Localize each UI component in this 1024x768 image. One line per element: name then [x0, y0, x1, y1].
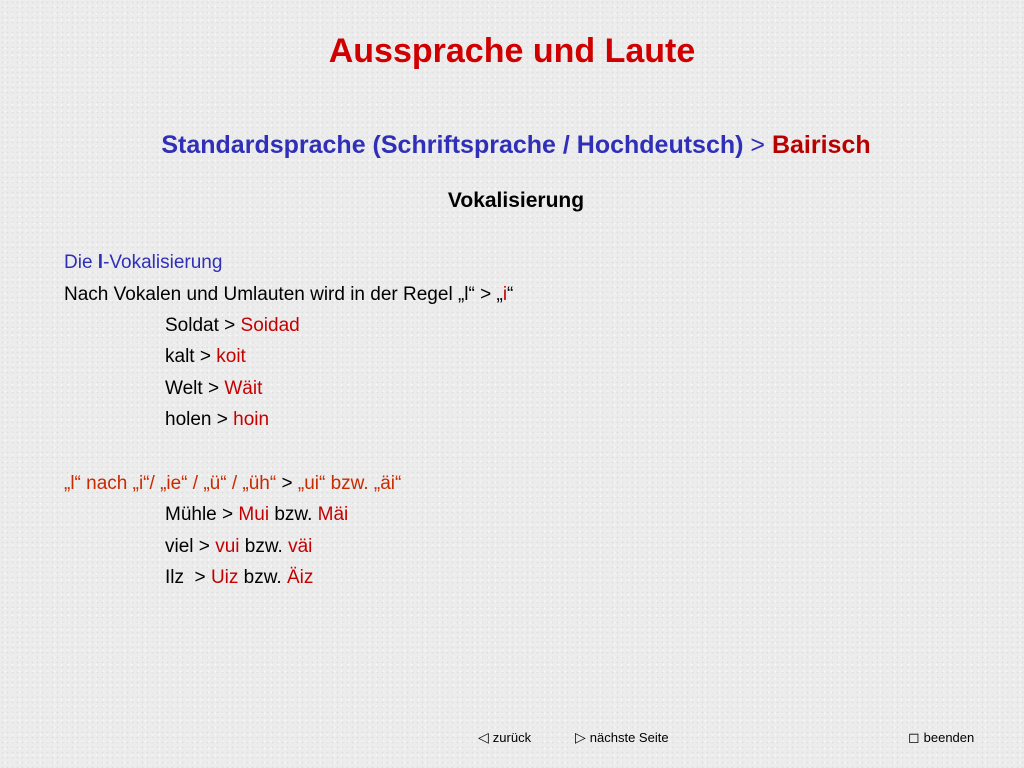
example-bairisch-2: Äiz	[286, 567, 314, 588]
rule2-heading-post: „ui“ bzw. „äi“	[292, 473, 402, 494]
rule1-description	[64, 283, 513, 307]
example-separator: bzw.	[244, 536, 283, 557]
example-bairisch: koit	[216, 346, 246, 367]
rule1-description-pre: Nach Vokalen und Umlauten wird in der Regel „l“ > „	[64, 284, 503, 305]
next-label: nächste Seite	[589, 730, 669, 745]
example-standard: viel	[165, 536, 194, 557]
example-standard: kalt	[165, 346, 195, 367]
example-bairisch: Wäit	[224, 378, 263, 399]
example-bairisch: hoin	[233, 409, 270, 430]
rule1-description-post: “	[507, 284, 514, 305]
rule2-heading-arrow: >	[281, 473, 293, 494]
example-standard: Ilz	[165, 567, 184, 588]
example-standard: Soldat	[165, 315, 219, 336]
example-row	[165, 345, 246, 369]
example-bairisch-2: Mäi	[317, 504, 349, 525]
example-row	[165, 503, 348, 527]
triangle-left-icon: ◁	[478, 729, 489, 745]
example-arrow: >	[198, 536, 210, 557]
example-row	[165, 535, 312, 559]
example-bairisch-1: Uiz	[210, 567, 239, 588]
page-title: Aussprache und Laute	[328, 32, 696, 70]
example-row	[165, 377, 262, 401]
example-arrow: >	[199, 346, 211, 367]
example-arrow: >	[216, 409, 228, 430]
subtitle-standard: Standardsprache (Schriftsprache / Hochdeutsch)	[161, 131, 744, 159]
rule2-heading-pre: „l“ nach „i“/ „ie“ / „ü“ / „üh“	[64, 473, 282, 494]
rule1-heading	[64, 251, 222, 275]
back-button[interactable]	[478, 729, 531, 746]
example-arrow: >	[207, 378, 220, 399]
next-page-button[interactable]	[575, 729, 669, 746]
subtitle-arrow: >	[750, 131, 766, 159]
back-label: zurück	[492, 730, 532, 745]
example-row	[165, 566, 313, 590]
end-button[interactable]	[908, 729, 974, 746]
rule1-description-i: i	[502, 284, 508, 305]
example-arrow: >	[224, 315, 236, 336]
rule1-heading-l: l	[97, 252, 104, 273]
example-row	[165, 314, 300, 338]
example-row	[165, 408, 269, 432]
example-bairisch-1: vui	[215, 536, 240, 557]
example-bairisch: Soidad	[240, 315, 300, 336]
example-arrow: >	[222, 504, 234, 525]
subtitle	[0, 131, 1024, 160]
square-icon: ◻	[908, 729, 920, 745]
example-separator: bzw.	[243, 567, 282, 588]
example-bairisch-1: Mui	[238, 504, 270, 525]
rule2-heading	[64, 472, 401, 496]
example-arrow: >	[189, 567, 206, 588]
example-standard: Mühle	[165, 504, 217, 525]
example-standard: Welt	[165, 378, 203, 399]
rule1-heading-pre: Die	[64, 252, 98, 273]
example-bairisch-2: väi	[288, 536, 313, 557]
example-separator: bzw.	[274, 504, 313, 525]
section-heading: Vokalisierung	[447, 189, 585, 212]
end-label: beenden	[923, 730, 975, 745]
rule1-heading-post: -Vokalisierung	[103, 252, 223, 273]
triangle-right-icon: ▷	[575, 729, 586, 745]
subtitle-bairisch: Bairisch	[771, 131, 871, 159]
example-standard: holen	[165, 409, 212, 430]
